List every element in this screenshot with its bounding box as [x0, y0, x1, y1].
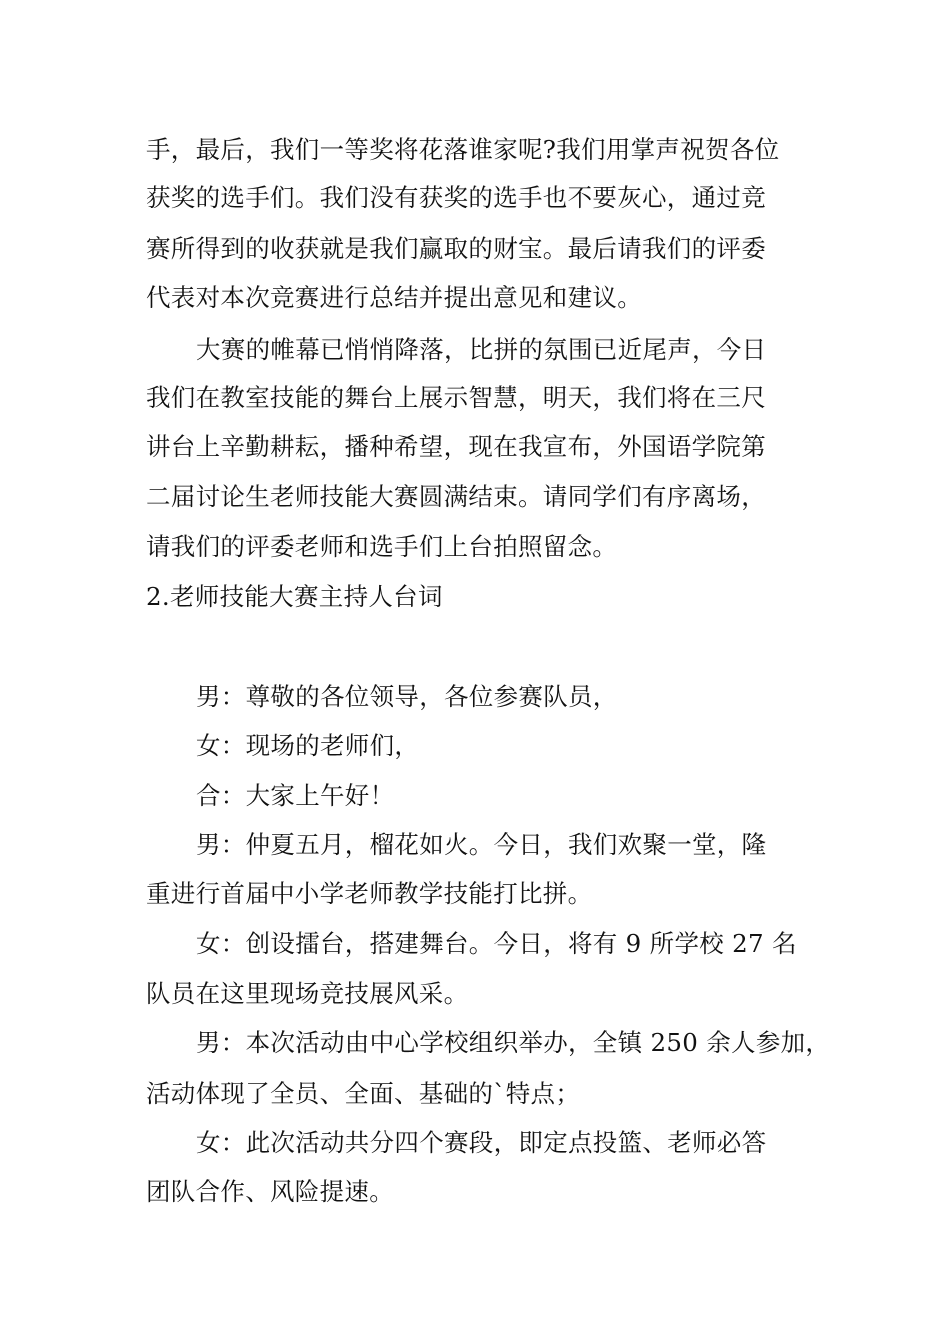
dialogue-line: 女：创设擂台，搭建舞台。今日，将有 9 所学校 27 名 — [196, 929, 797, 958]
dialogue-line: 合：大家上午好！ — [196, 781, 395, 810]
paragraph-line: 请我们的评委老师和选手们上台拍照留念。 — [146, 532, 618, 561]
dialogue-line: 男：本次活动由中心学校组织举办，全镇 250 余人参加， — [196, 1028, 831, 1057]
paragraph-line: 获奖的选手们。我们没有获奖的选手也不要灰心，通过竞 — [146, 183, 766, 212]
dialogue-line: 女：现场的老师们， — [196, 731, 420, 760]
dialogue-line: 男：尊敬的各位领导，各位参赛队员， — [196, 682, 618, 711]
dialogue-line: 女：此次活动共分四个赛段，即定点投篮、老师必答 — [196, 1128, 767, 1157]
dialogue-line: 团队合作、风险提速。 — [146, 1177, 394, 1206]
dialogue-line: 活动体现了全员、全面、基础的`特点； — [146, 1079, 581, 1108]
paragraph-line: 我们在教室技能的舞台上展示智慧，明天，我们将在三尺 — [146, 383, 766, 412]
dialogue-line: 男：仲夏五月，榴花如火。今日，我们欢聚一堂，隆 — [196, 830, 767, 859]
paragraph-line: 代表对本次竞赛进行总结并提出意见和建议。 — [146, 283, 642, 312]
paragraph-line: 赛所得到的收获就是我们赢取的财宝。最后请我们的评委 — [146, 234, 766, 263]
section-heading: 2.老师技能大赛主持人台词 — [146, 582, 443, 611]
paragraph-line: 讲台上辛勤耕耘，播种希望，现在我宣布，外国语学院第 — [146, 432, 766, 461]
paragraph-line: 手，最后，我们一等奖将花落谁家呢?我们用掌声祝贺各位 — [146, 135, 780, 164]
dialogue-line: 重进行首届中小学老师教学技能打比拼。 — [146, 879, 593, 908]
paragraph-line: 大赛的帷幕已悄悄降落，比拼的氛围已近尾声，今日 — [196, 335, 767, 364]
dialogue-line: 队员在这里现场竞技展风采。 — [146, 979, 469, 1008]
paragraph-line: 二届讨论生老师技能大赛圆满结束。请同学们有序离场， — [146, 482, 766, 511]
